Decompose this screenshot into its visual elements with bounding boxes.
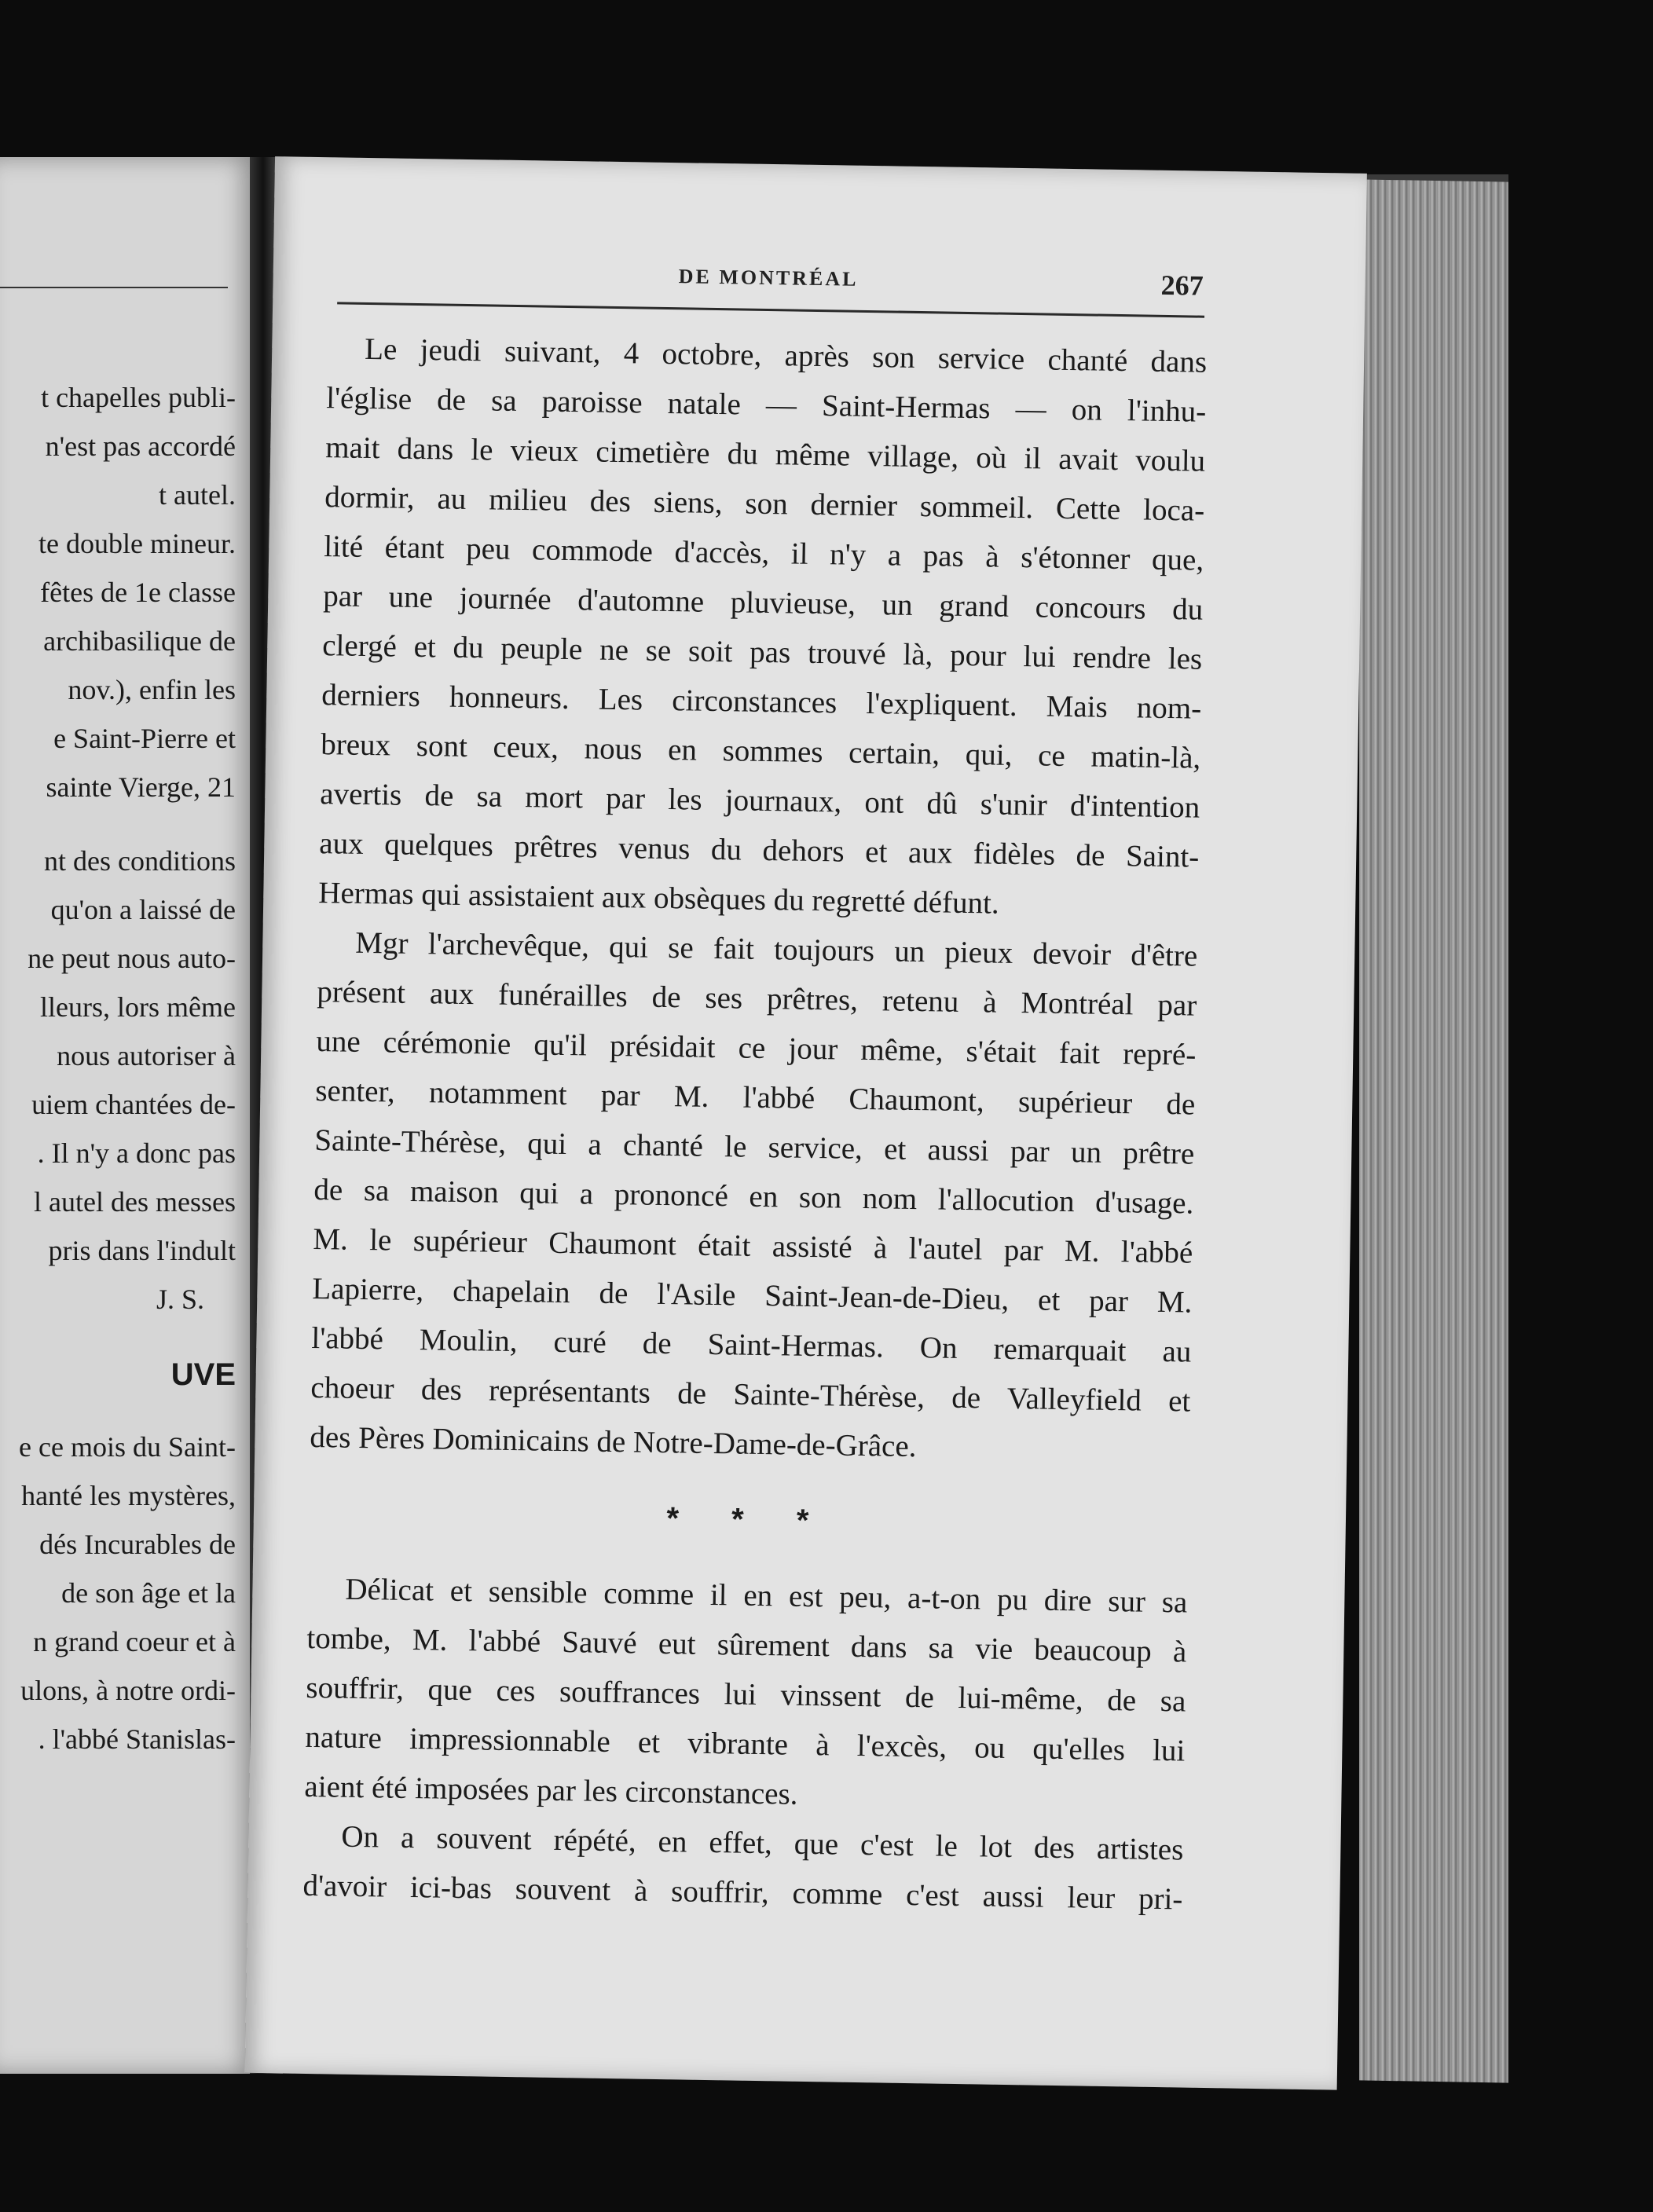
- body-line: d'avoir ici-bas souvent à souffrir, comme c'est aussi leur pri-: [302, 1868, 1183, 1917]
- body-line: Délicat et sensible comme il en est peu, a-t-on pu dire sur sa: [345, 1572, 1188, 1620]
- left-line: . Il n'y a donc pas: [37, 1137, 236, 1169]
- body-line: tombe, M. l'abbé Sauvé eut sûrement dans sa vie beaucoup à: [306, 1621, 1187, 1669]
- body-line: présent aux funérailles de ses prêtres, retenu à Montréal par: [317, 975, 1197, 1023]
- body-text: [302, 324, 1208, 1924]
- left-line: te double mineur.: [38, 528, 236, 559]
- body-line: Lapierre, chapelain de l'Asile Saint-Jean-de-Dieu, et par M.: [312, 1272, 1193, 1320]
- left-line: sainte Vierge, 21: [46, 771, 236, 803]
- page-number: 267: [1160, 269, 1204, 302]
- body-line: Sainte-Thérèse, qui a chanté le service, et aussi par un prêtre: [314, 1123, 1195, 1171]
- left-line: t autel.: [159, 479, 236, 511]
- left-header-rule: [0, 287, 228, 288]
- left-line: nous autoriser à: [57, 1040, 236, 1071]
- left-line: pris dans l'indult: [48, 1235, 236, 1266]
- body-line: breux sont ceux, nous en sommes certain, qui, ce matin-là,: [320, 727, 1201, 775]
- body-line: nature impressionnable et vibrante à l'excès, ou qu'elles lui: [305, 1719, 1186, 1768]
- left-line: qu'on a laissé de: [50, 894, 236, 925]
- body-line: On a souvent répété, en effet, que c'est le lot des artistes: [341, 1819, 1184, 1867]
- body-line: mait dans le vieux cimetière du même village, où il avait voulu: [324, 430, 1206, 478]
- body-line: derniers honneurs. Les circonstances l'expliquent. Mais nom-: [321, 678, 1202, 726]
- left-line: n'est pas accordé: [45, 430, 236, 462]
- body-line: avertis de sa mort par les journaux, ont dû s'unir d'intention: [320, 777, 1200, 825]
- left-line: . l'abbé Stanislas-: [38, 1723, 236, 1755]
- header-rule: [337, 302, 1204, 317]
- body-line: Mgr l'archevêque, qui se fait toujours un pieux devoir d'être: [355, 925, 1198, 973]
- body-line: de sa maison qui a prononcé en son nom l'allocution d'usage.: [313, 1173, 1194, 1221]
- body-line: M. le supérieur Chaumont était assisté à l'autel par M. l'abbé: [313, 1222, 1193, 1270]
- left-heading: UVE: [170, 1357, 236, 1392]
- running-head: DE MONTRÉAL: [678, 265, 859, 291]
- left-line: uiem chantées de-: [31, 1089, 236, 1120]
- left-line: nt des conditions: [44, 845, 236, 877]
- left-page: [0, 157, 259, 2074]
- left-line: e Saint-Pierre et: [53, 723, 236, 754]
- body-line: des Pères Dominicains de Notre-Dame-de-Grâce.: [310, 1419, 917, 1464]
- body-line: souffrir, que ces souffrances lui vinssent de lui-même, de sa: [306, 1670, 1186, 1719]
- page-stack-edge: [1359, 179, 1508, 2082]
- body-line: clergé et du peuple ne se soit pas trouvé là, pour lui rendre les: [321, 628, 1203, 676]
- right-page: [245, 156, 1367, 2090]
- left-line: ne peut nous auto-: [27, 943, 236, 974]
- left-line: e ce mois du Saint-: [19, 1431, 236, 1463]
- left-signature: J. S.: [156, 1284, 204, 1315]
- left-line: dés Incurables de: [39, 1529, 236, 1560]
- left-line: de son âge et la: [61, 1577, 236, 1609]
- body-line: Le jeudi suivant, 4 octobre, après son service chanté dans: [364, 331, 1208, 379]
- body-line: l'abbé Moulin, curé de Saint-Hermas. On remarquait au: [311, 1321, 1192, 1369]
- left-line: hanté les mystères,: [21, 1480, 236, 1511]
- left-line: nov.), enfin les: [68, 674, 236, 705]
- body-line: dormir, au milieu des siens, son dernier sommeil. Cette loca-: [324, 480, 1205, 528]
- body-line: une cérémonie qu'il présidait ce jour même, s'était fait repré-: [316, 1024, 1197, 1072]
- body-line: Hermas qui assistaient aux obsèques du regretté défunt.: [318, 876, 1000, 921]
- body-line: aux quelques prêtres venus du dehors et aux fidèles de Saint-: [319, 826, 1200, 874]
- section-separator: * * *: [666, 1501, 831, 1539]
- left-line: fêtes de 1e classe: [40, 577, 236, 608]
- body-line: choeur des représentants de Sainte-Thérèse, de Valleyfield et: [310, 1370, 1191, 1419]
- body-line: senter, notamment par M. l'abbé Chaumont, supérieur de: [315, 1074, 1196, 1122]
- body-line: lité étant peu commode d'accès, il n'y a pas à s'étonner que,: [323, 529, 1204, 577]
- left-line: t chapelles publi-: [41, 382, 236, 413]
- body-line: par une journée d'automne pluvieuse, un grand concours du: [322, 579, 1204, 627]
- left-line: lleurs, lors même: [40, 991, 236, 1023]
- left-line: l autel des messes: [34, 1186, 236, 1218]
- body-line: aient été imposées par les circonstances.: [304, 1769, 798, 1811]
- body-line: l'église de sa paroisse natale — Saint-Hermas — on l'inhu-: [325, 381, 1207, 429]
- left-line: ulons, à notre ordi-: [20, 1675, 236, 1706]
- left-line: archibasilique de: [43, 625, 236, 657]
- left-line: n grand coeur et à: [33, 1626, 236, 1657]
